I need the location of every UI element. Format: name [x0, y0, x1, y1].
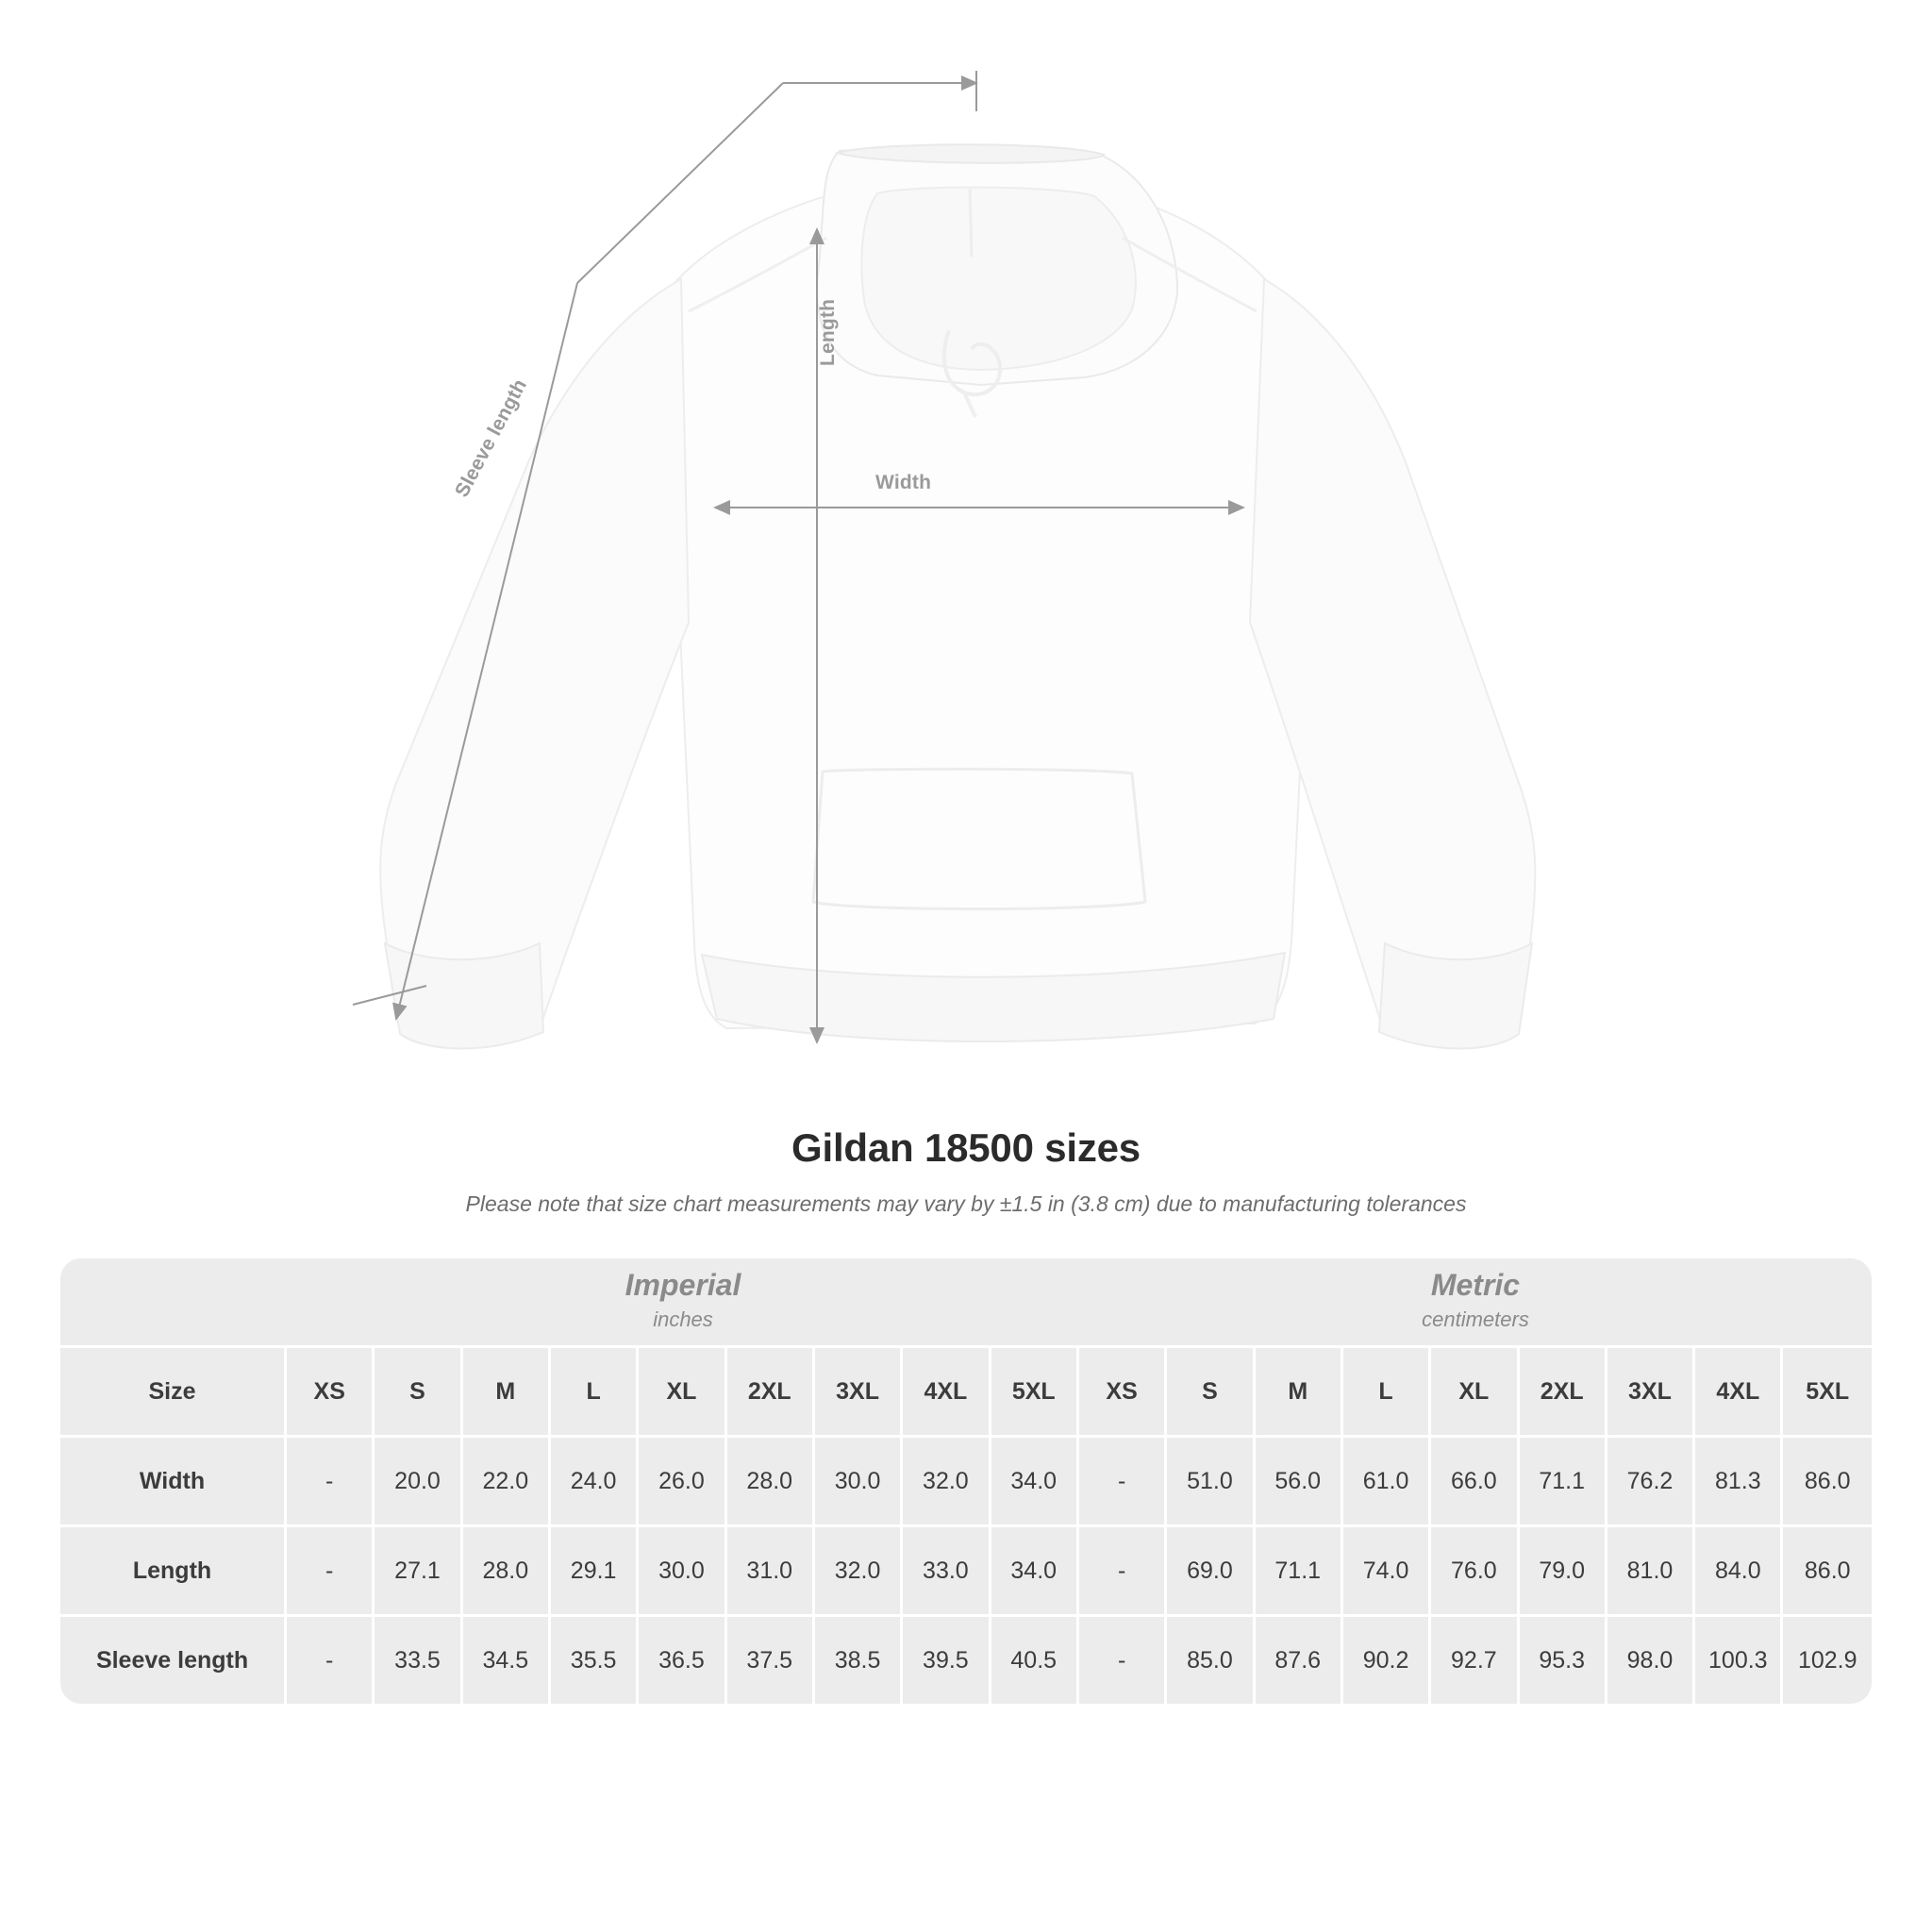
- cell-width-imperial-l: 24.0: [551, 1438, 639, 1527]
- unit-group-metric-sub: centimeters: [1422, 1307, 1529, 1331]
- header-metric-5xl: 5XL: [1783, 1348, 1872, 1438]
- cell-width-imperial-4xl: 32.0: [903, 1438, 991, 1527]
- length-dimension-label: Length: [817, 298, 839, 366]
- sleeve-length-dimension-label: Sleeve length: [451, 375, 532, 501]
- cell-sleeve-imperial-3xl: 38.5: [815, 1617, 903, 1704]
- cell-length-imperial-2xl: 31.0: [727, 1527, 815, 1617]
- cell-sleeve-metric-2xl: 95.3: [1520, 1617, 1607, 1704]
- cell-sleeve-metric-4xl: 100.3: [1695, 1617, 1783, 1704]
- header-imperial-3xl: 3XL: [815, 1348, 903, 1438]
- cell-length-imperial-4xl: 33.0: [903, 1527, 991, 1617]
- cell-length-metric-4xl: 84.0: [1695, 1527, 1783, 1617]
- table-unit-header-row: [60, 1258, 1872, 1348]
- header-metric-4xl: 4XL: [1695, 1348, 1783, 1438]
- table-row-length: [60, 1527, 1872, 1617]
- unit-group-metric: [1079, 1258, 1872, 1348]
- header-metric-m: M: [1256, 1348, 1343, 1438]
- cell-length-metric-l: 74.0: [1343, 1527, 1431, 1617]
- unit-group-imperial-sub: inches: [653, 1307, 713, 1331]
- title-block: [0, 1125, 1932, 1217]
- row-label-width: Width: [60, 1438, 287, 1527]
- cell-sleeve-imperial-m: 34.5: [463, 1617, 551, 1704]
- header-imperial-m: M: [463, 1348, 551, 1438]
- cell-width-imperial-s: 20.0: [375, 1438, 462, 1527]
- cell-sleeve-metric-3xl: 98.0: [1607, 1617, 1695, 1704]
- cell-width-imperial-xs: -: [287, 1438, 375, 1527]
- cell-sleeve-imperial-l: 35.5: [551, 1617, 639, 1704]
- cell-length-metric-5xl: 86.0: [1783, 1527, 1872, 1617]
- header-metric-l: L: [1343, 1348, 1431, 1438]
- cell-sleeve-metric-l: 90.2: [1343, 1617, 1431, 1704]
- header-imperial-l: L: [551, 1348, 639, 1438]
- cell-width-metric-m: 56.0: [1256, 1438, 1343, 1527]
- page-title: Gildan 18500 sizes: [791, 1125, 1141, 1170]
- cell-sleeve-metric-xs: -: [1079, 1617, 1167, 1704]
- hoodie-shape: [380, 144, 1535, 1048]
- cell-length-imperial-xs: -: [287, 1527, 375, 1617]
- header-imperial-4xl: 4XL: [903, 1348, 991, 1438]
- cell-length-metric-xl: 76.0: [1431, 1527, 1519, 1617]
- cell-sleeve-metric-m: 87.6: [1256, 1617, 1343, 1704]
- cell-sleeve-metric-5xl: 102.9: [1783, 1617, 1872, 1704]
- cell-width-metric-3xl: 76.2: [1607, 1438, 1695, 1527]
- row-label-sleeve-length: Sleeve length: [60, 1617, 287, 1704]
- cell-sleeve-imperial-xs: -: [287, 1617, 375, 1704]
- table-size-header-row: [60, 1348, 1872, 1438]
- cell-sleeve-imperial-2xl: 37.5: [727, 1617, 815, 1704]
- unit-group-metric-name: Metric: [1430, 1268, 1521, 1302]
- row-label-length: Length: [60, 1527, 287, 1617]
- header-imperial-2xl: 2XL: [727, 1348, 815, 1438]
- table-row-width: [60, 1438, 1872, 1527]
- header-metric-xl: XL: [1431, 1348, 1519, 1438]
- cell-length-imperial-5xl: 34.0: [991, 1527, 1079, 1617]
- cell-length-metric-xs: -: [1079, 1527, 1167, 1617]
- cell-width-metric-l: 61.0: [1343, 1438, 1431, 1527]
- unit-group-imperial: [287, 1258, 1079, 1348]
- cell-length-imperial-m: 28.0: [463, 1527, 551, 1617]
- cell-sleeve-imperial-4xl: 39.5: [903, 1617, 991, 1704]
- cell-length-imperial-3xl: 32.0: [815, 1527, 903, 1617]
- cell-sleeve-imperial-5xl: 40.5: [991, 1617, 1079, 1704]
- header-metric-xs: XS: [1079, 1348, 1167, 1438]
- cell-width-imperial-xl: 26.0: [639, 1438, 726, 1527]
- cell-sleeve-imperial-xl: 36.5: [639, 1617, 726, 1704]
- cell-width-imperial-5xl: 34.0: [991, 1438, 1079, 1527]
- size-table-wrapper: [60, 1258, 1872, 1704]
- header-metric-s: S: [1167, 1348, 1255, 1438]
- cell-width-metric-s: 51.0: [1167, 1438, 1255, 1527]
- header-size: Size: [60, 1348, 287, 1438]
- header-metric-3xl: 3XL: [1607, 1348, 1695, 1438]
- cell-length-imperial-xl: 30.0: [639, 1527, 726, 1617]
- cell-length-imperial-s: 27.1: [375, 1527, 462, 1617]
- cell-length-imperial-l: 29.1: [551, 1527, 639, 1617]
- cell-length-metric-2xl: 79.0: [1520, 1527, 1607, 1617]
- cell-sleeve-metric-s: 85.0: [1167, 1617, 1255, 1704]
- header-imperial-xl: XL: [639, 1348, 726, 1438]
- cell-width-metric-xs: -: [1079, 1438, 1167, 1527]
- header-imperial-xs: XS: [287, 1348, 375, 1438]
- cell-sleeve-imperial-s: 33.5: [375, 1617, 462, 1704]
- unit-group-imperial-name: Imperial: [625, 1268, 741, 1302]
- cell-length-metric-m: 71.1: [1256, 1527, 1343, 1617]
- size-table: [60, 1258, 1872, 1704]
- cell-length-metric-3xl: 81.0: [1607, 1527, 1695, 1617]
- cell-width-metric-5xl: 86.0: [1783, 1438, 1872, 1527]
- cell-width-metric-4xl: 81.3: [1695, 1438, 1783, 1527]
- header-imperial-s: S: [375, 1348, 462, 1438]
- cell-sleeve-metric-xl: 92.7: [1431, 1617, 1519, 1704]
- cell-width-imperial-3xl: 30.0: [815, 1438, 903, 1527]
- tolerance-note: Please note that size chart measurements may vary by ±1.5 in (3.8 cm) due to manufacturing tolerances: [465, 1191, 1467, 1216]
- cell-width-imperial-2xl: 28.0: [727, 1438, 815, 1527]
- cell-width-imperial-m: 22.0: [463, 1438, 551, 1527]
- cell-width-metric-2xl: 71.1: [1520, 1438, 1607, 1527]
- header-metric-2xl: 2XL: [1520, 1348, 1607, 1438]
- header-imperial-5xl: 5XL: [991, 1348, 1079, 1438]
- unit-header-corner: [60, 1258, 287, 1348]
- cell-width-metric-xl: 66.0: [1431, 1438, 1519, 1527]
- width-dimension-label: Width: [875, 472, 932, 493]
- table-row-sleeve-length: [60, 1617, 1872, 1704]
- cell-length-metric-s: 69.0: [1167, 1527, 1255, 1617]
